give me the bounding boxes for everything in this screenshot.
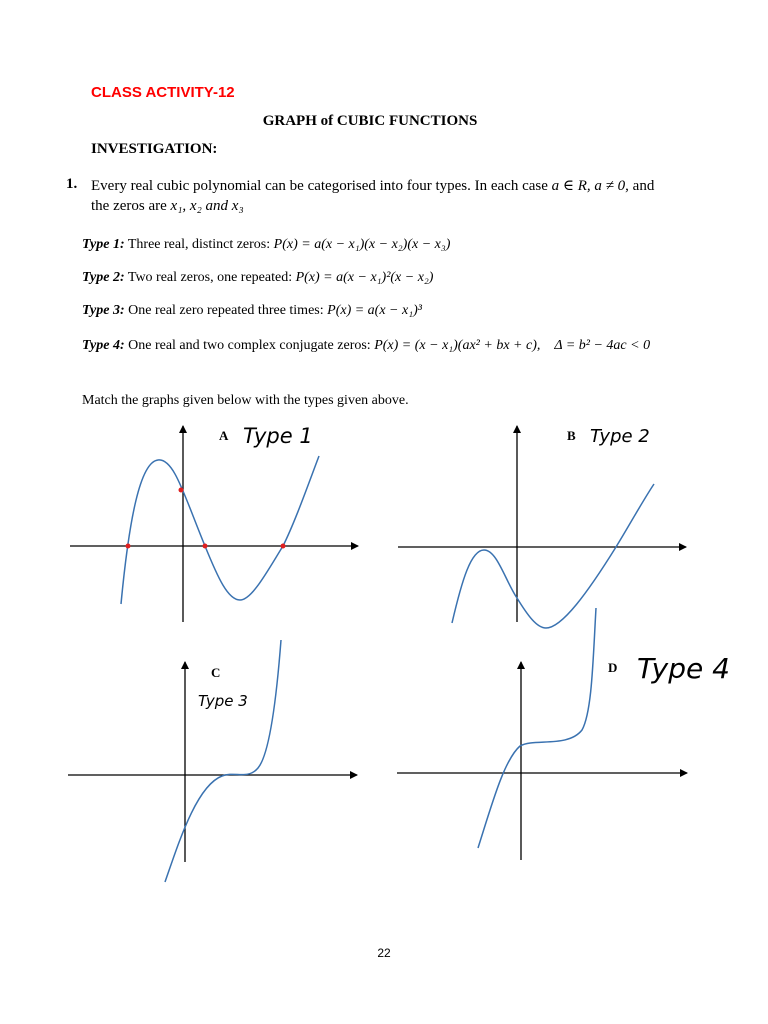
handwritten-answer: Type 2	[590, 426, 650, 447]
cubic-curve	[165, 640, 281, 882]
zero-marker	[281, 544, 286, 549]
graph-letter: C	[211, 665, 221, 680]
question-text: Every real cubic polynomial can be categorised into four types. In each case	[91, 178, 548, 194]
type-description: Three real, distinct zeros:	[127, 237, 271, 252]
handwritten-answer: Type 3	[198, 692, 248, 710]
type-description: One real zero repeated three times:	[128, 303, 324, 318]
page-title: GRAPH of CUBIC FUNCTIONS	[262, 113, 478, 129]
question-text-2: the zeros are	[91, 198, 167, 214]
cubic-curve	[121, 456, 319, 604]
cubic-curve	[478, 608, 596, 848]
graph-d	[397, 608, 730, 860]
graph-letter: D	[608, 660, 618, 675]
handwritten-answer: Type 4	[637, 652, 730, 685]
type-label: Type 2:	[82, 270, 125, 285]
y-intercept-marker	[179, 488, 184, 493]
type-formula: P(x) = a(x − x₁)(x − x₂)(x − x₃)	[273, 237, 451, 252]
type-formula: P(x) = a(x − x₁)²(x − x₂)	[295, 270, 434, 285]
question-condition: a ∈ R, a ≠ 0	[551, 178, 626, 194]
page-number: 22	[377, 946, 391, 960]
type-description: Two real zeros, one repeated:	[127, 270, 293, 285]
zero-marker	[126, 544, 131, 549]
type-description: One real and two complex conjugate zeros:	[128, 338, 371, 353]
activity-title: CLASS ACTIVITY-12	[91, 84, 235, 101]
type-label: Type 1:	[82, 237, 125, 252]
graph-b	[398, 426, 686, 628]
zero-marker	[203, 544, 208, 549]
graph-letter: A	[219, 428, 229, 443]
type-formula: P(x) = a(x − x₁)³	[327, 303, 422, 318]
section-heading: INVESTIGATION:	[91, 141, 218, 157]
question-number: 1.	[66, 176, 78, 192]
handwritten-answer: Type 1	[243, 424, 313, 448]
discriminant-condition: Δ = b² − 4ac < 0	[554, 338, 651, 353]
question-zeros: x₁, x₂ and x₃	[170, 198, 244, 214]
graph-a	[70, 424, 358, 622]
instruction-text: Match the graphs given below with the types given above.	[82, 393, 409, 408]
type-label: Type 4:	[82, 338, 125, 353]
graph-letter: B	[567, 428, 576, 443]
question-line-end: , and	[625, 178, 655, 194]
graph-c	[68, 640, 357, 882]
type-label: Type 3:	[82, 303, 125, 318]
cubic-curve	[452, 484, 654, 628]
type-formula: P(x) = (x − x₁)(ax² + bx + c),	[374, 338, 541, 353]
